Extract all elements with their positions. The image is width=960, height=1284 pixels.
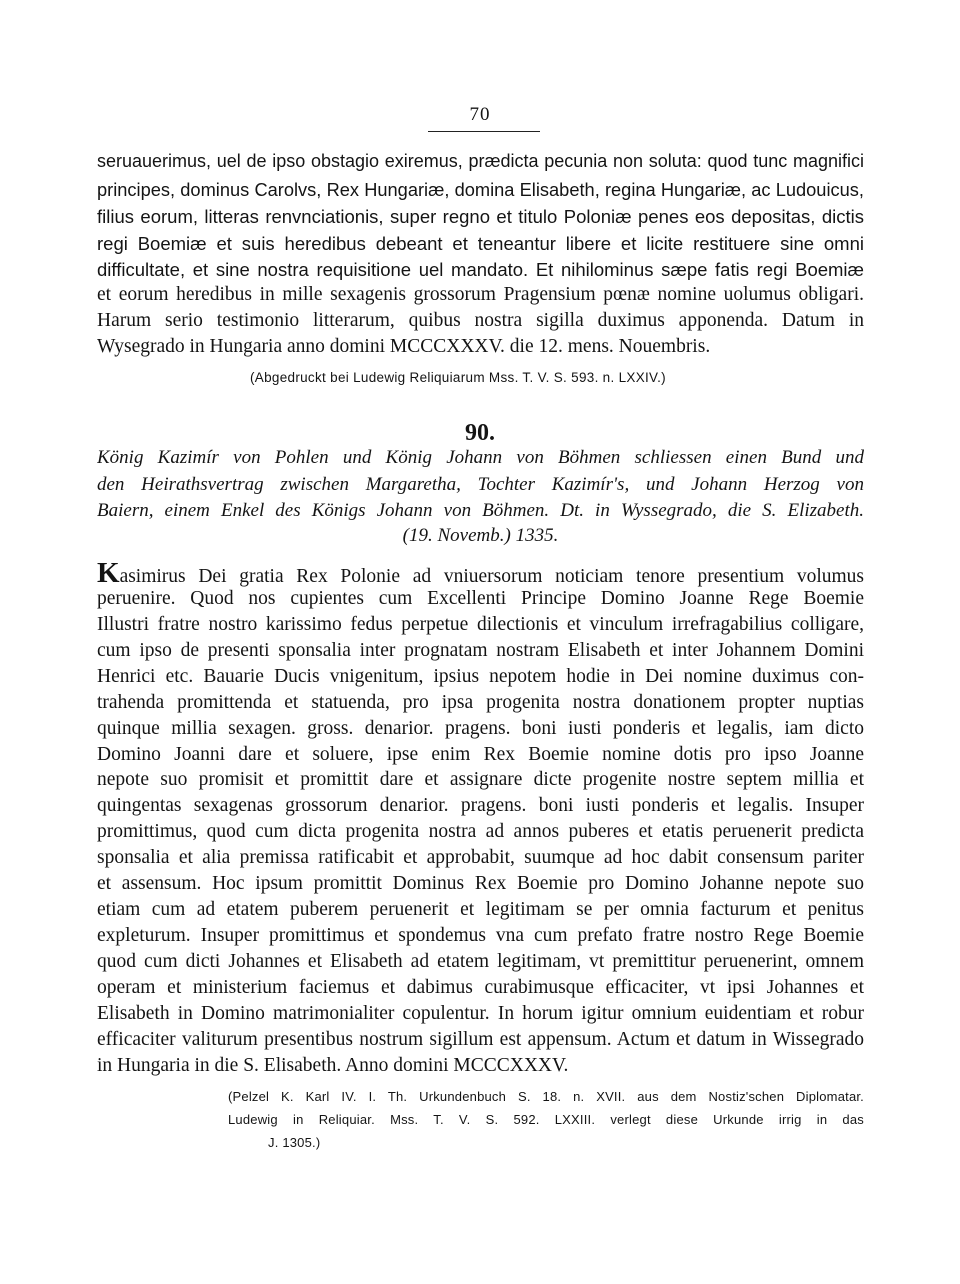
body-line: nepote suo promisit et promittit dare et assignare dicte progenite nostre septem millia et (97, 769, 864, 790)
source-citation: (Abgedruckt bei Ludewig Reliquiarum Mss. T. V. S. 593. n. LXXIV.) (250, 370, 666, 385)
body-line: expleturum. Insuper promittimus et spondemus vna cum prefato fratre nostro Rege Boemie (97, 925, 864, 946)
body-line: quinque millia sexagen. gross. denarior. pragens. boni iusti ponderis et legalis, iam dicto (97, 718, 864, 739)
text-line: regi Boemiæ et suis heredibus debeant et teneantur libere et licite restituere sine omni (97, 233, 864, 254)
text-line: et eorum heredibus in mille sexagenis grossorum Pragensium pœnæ nomine uolumus obligari. (97, 284, 864, 305)
text-line: difficultate, et sine nostra requisitione uel mandato. Et nihilominus sæpe fatis regi Boemiæ (97, 259, 864, 280)
source-note-line: J. 1305.) (268, 1135, 321, 1150)
body-line: efficaciter valiturum presentibus nostrum sigillum est appensum. Actum et datum in Wissegrado (97, 1029, 864, 1050)
text-line: seruauerimus, uel de ipso obstagio exiremus, prædicta pecunia non soluta: quod tunc magnifici (97, 151, 864, 171)
body-line: sponsalia et alia premissa ratificabit et approbabit, suumque ad hoc dabit consensum pariter (97, 847, 864, 868)
source-note-line: (Pelzel K. Karl IV. I. Th. Urkundenbuch S. 18. n. XVII. aus dem Nostiz'schen Diplomatar. (228, 1089, 864, 1104)
body-line: operam et ministerium faciemus et dabimus curabimusque efficaciter, vt ipsi Johannes et (97, 977, 864, 998)
first-line-text: asimirus Dei gratia Rex Polonie ad vniuersorum noticiam tenore presentium volumus (119, 566, 864, 587)
heading-line: Baiern, einem Enkel des Königs Johann von Böhmen. Dt. in Wyssegrado, die S. Elizabeth. (97, 500, 864, 521)
body-line: Elisabeth in Domino matrimonialiter copulentur. In horum igitur omnium euidentiam et robur (97, 1003, 864, 1024)
body-line: et assensum. Hoc ipsum promittit Dominus Rex Boemie pro Domino Johanne nepote suo (97, 873, 864, 894)
text-line: filius eorum, litteras renvnciationis, super regno et titulo Poloniæ penes eos depositas, dictis (97, 206, 864, 227)
body-line: promittimus, quod cum dicta progenita nostra ad annos puberes et etatis peruenerit predicta (97, 821, 864, 842)
body-line: etiam cum ad etatem puberem peruenerit et legitimam se per omnia facturum et penitus (97, 899, 864, 920)
heading-line: König Kazimír von Pohlen und König Johann von Böhmen schliessen einen Bund und (97, 447, 864, 468)
body-line: Henrici etc. Bauarie Ducis vnigenitum, ipsius nepotem hodie in Dei nomine duximus con- (97, 666, 864, 687)
header-rule (428, 131, 540, 132)
body-line: Illustri fratre nostro karissimo fedus perpetue dilectionis et vinculum irrefragabilius colligare, (97, 614, 864, 635)
body-line: quod cum dicti Johannes et Elisabeth ad etatem legitimam, vt premittitur peruenerint, omnem (97, 951, 864, 972)
text-line: Harum serio testimonio litterarum, quibus nostra sigilla duximus apponenda. Datum in (97, 310, 864, 331)
heading-line: (19. Novemb.) 1335. (402, 525, 559, 546)
body-line: peruenire. Quod nos cupientes cum Excellenti Principe Domino Joanne Rege Boemie (97, 588, 864, 609)
document-number: 90. (465, 420, 495, 446)
body-line: trahenda promittenda et statuenda, pro ipsa progenita nostra donationem propter nuptias (97, 692, 864, 713)
body-line: Domino Joanni dare et soluere, ipse enim Rex Boemie nomine dotis pro ipso Joanne (97, 744, 864, 765)
body-line: quingentas sexagenas grossorum denarior. pragens. boni iusti ponderis et legalis. Insuper (97, 795, 864, 816)
text-line: principes, dominus Carolvs, Rex Hungariæ, domina Elisabeth, regina Hungariæ, ac Ludouicus, (97, 179, 864, 200)
body-line: in Hungaria in die S. Elisabeth. Anno domini MCCCXXXV. (97, 1055, 569, 1076)
heading-line: den Heirathsvertrag zwischen Margaretha, Tochter Kazimír's, und Johann Herzog von (97, 474, 864, 495)
body-line: cum ipso de presenti sponsalia inter prognatam nostram Elisabeth et inter Johannem Domini (97, 640, 864, 661)
text-line: Wysegrado in Hungaria anno domini MCCCXXXV. die 12. mens. Nouembris. (97, 336, 711, 357)
page-number: 70 (469, 104, 491, 125)
source-note-line: Ludewig in Reliquiar. Mss. T. V. S. 592. LXXIII. verlegt diese Urkunde irrig in das (228, 1112, 864, 1127)
initial-letter: K (97, 558, 120, 588)
